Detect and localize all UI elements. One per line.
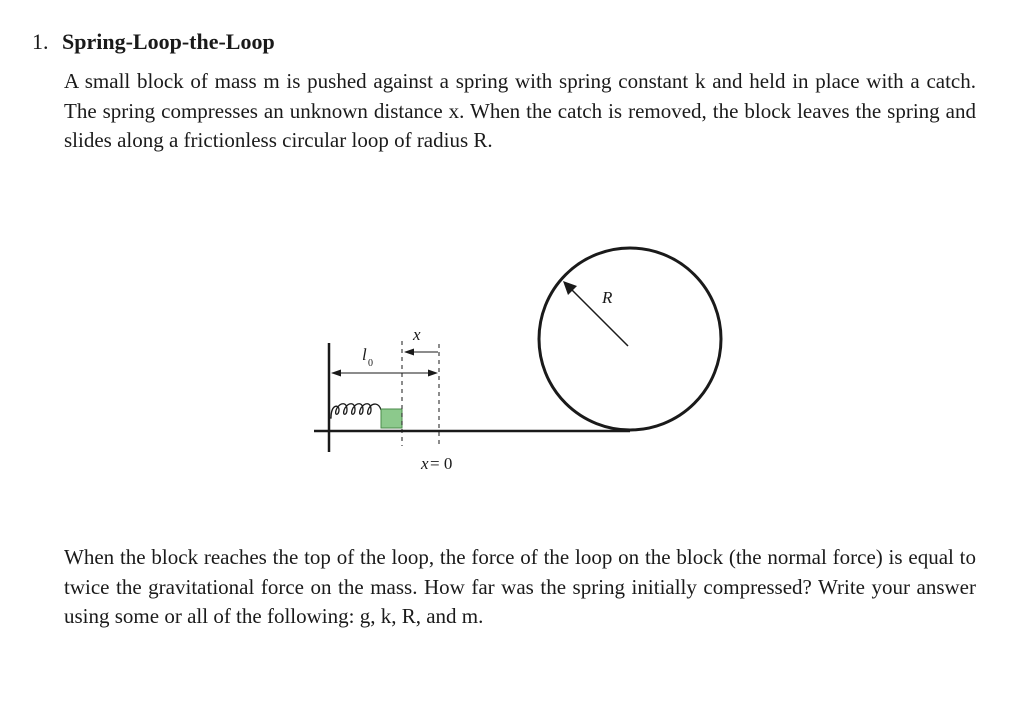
problem-title: Spring-Loop-the-Loop — [62, 29, 275, 54]
equilibrium-label-variable: x — [421, 454, 429, 473]
radius-arrow — [568, 286, 628, 346]
block — [381, 409, 402, 428]
equilibrium-label-value: = 0 — [430, 454, 453, 473]
radius-label: R — [602, 288, 613, 307]
compression-arrow-head — [404, 349, 414, 356]
natural-length-label: l — [362, 345, 367, 364]
question-paragraph: When the block reaches the top of the loop, the force of the loop on the block (the normal force) is equal to twice the gravitational force on the mass. How far was the spring initially compressed? Write your answer using some or all of the following: g, k, R, and m. — [64, 545, 976, 628]
intro-paragraph: A small block of mass m is pushed against a spring with spring constant k and held in place with a catch. The spring compresses an unknown distance x. When the catch is removed, the block leaves the spring and slides along a frictionless circular loop of radius R. — [64, 69, 976, 152]
natural-length-subscript: 0 — [368, 358, 373, 369]
spring — [329, 404, 381, 418]
natural-length-arrow-head-left — [331, 370, 341, 377]
natural-length-arrow-head-right — [428, 370, 438, 377]
problem-number: 1. — [32, 29, 49, 54]
compression-label: x — [413, 325, 421, 344]
circular-loop — [539, 248, 721, 430]
